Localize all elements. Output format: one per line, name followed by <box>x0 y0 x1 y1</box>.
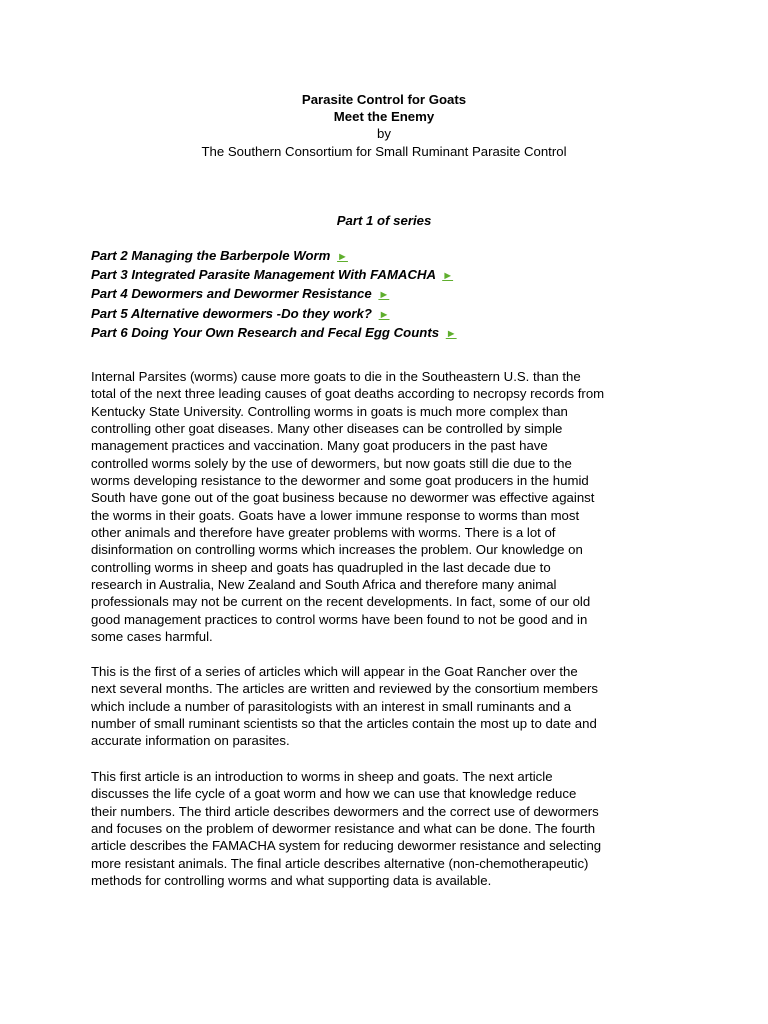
byline-by: by <box>377 126 391 142</box>
body-paragraph-intro: Internal Parsites (worms) cause more goats to die in the Southeastern U.S. than the total of the next three leading causes of goat deaths according to necropsy records from Kentucky State University. Controlling worms in goats is much more complex than controlling other goat diseases. Many other diseases can be controlled by simple management practices and vaccination. Many goat producers in the past have controlled worms solely by the use of dewormers, but now goats still die due to the worms developing resistance to the dewormer and some goat producers in the humid South have gone out of the goat business because no dewormer was effective against the worms in their goats. Goats have a lower immune response to worms than most other animals and therefore have greater problems with worms. There is a lot of disinformation on controlling worms which increases the problem. Our knowledge on controlling worms in sheep and goats has quadrupled in the last decade due to research in Australia, New Zealand and South Africa and therefore many animal professionals may not be current on the recent developments. In fact, some of our old good management practices to control worms have been found to not be good and in some cases harmful. <box>91 369 605 645</box>
series-link-part-3[interactable]: Part 3 Integrated Parasite Management With FAMACHA <box>91 267 436 283</box>
series-item-part-2 <box>91 247 691 266</box>
series-current-part: Part 1 of series <box>336 213 432 228</box>
document-subtitle: Meet the Enemy <box>333 109 435 125</box>
body-paragraph-overview: This first article is an introduction to worms in sheep and goats. The next article discusses the life cycle of a goat worm and how we can use that knowledge reduce their numbers. The third article describes dewormers and the correct use of dewormers and focuses on the problem of dewormer resistance and what can be done. The fourth article describes the FAMACHA system for reducing dewormer resistance and selecting more resistant animals. The final article describes alternative (non-chemotherapeutic) methods for controlling worms and what supporting data is available. <box>91 769 602 889</box>
play-arrow-icon[interactable]: ► <box>442 270 454 283</box>
play-arrow-icon[interactable]: ► <box>378 289 390 302</box>
series-links-list <box>91 247 691 343</box>
series-link-part-2[interactable]: Part 2 Managing the Barberpole Worm <box>91 248 331 263</box>
document-title: Parasite Control for Goats <box>301 92 467 107</box>
series-item-part-6 <box>91 324 691 343</box>
series-item-part-4 <box>91 285 691 304</box>
series-link-part-4[interactable]: Part 4 Dewormers and Dewormer Resistance <box>91 286 372 302</box>
byline-author: The Southern Consortium for Small Ruminant Parasite Control <box>201 143 567 159</box>
body-paragraph-series: This is the first of a series of articles which will appear in the Goat Rancher over the next several months. The articles are written and reviewed by the consortium members which include a number of parasitologists with an interest in small ruminants and a number of small ruminant scientists so that the articles contain the most up to date and accurate information on parasites. <box>91 664 598 749</box>
series-link-part-5[interactable]: Part 5 Alternative dewormers -Do they work? <box>91 305 372 321</box>
play-arrow-icon[interactable]: ► <box>337 251 348 263</box>
series-item-part-3 <box>91 266 691 285</box>
play-arrow-icon[interactable]: ► <box>378 308 390 321</box>
series-item-part-5 <box>91 305 691 324</box>
document-header <box>0 91 768 160</box>
play-arrow-icon[interactable]: ► <box>445 327 457 340</box>
series-link-part-6[interactable]: Part 6 Doing Your Own Research and Fecal Egg Counts <box>91 324 440 340</box>
